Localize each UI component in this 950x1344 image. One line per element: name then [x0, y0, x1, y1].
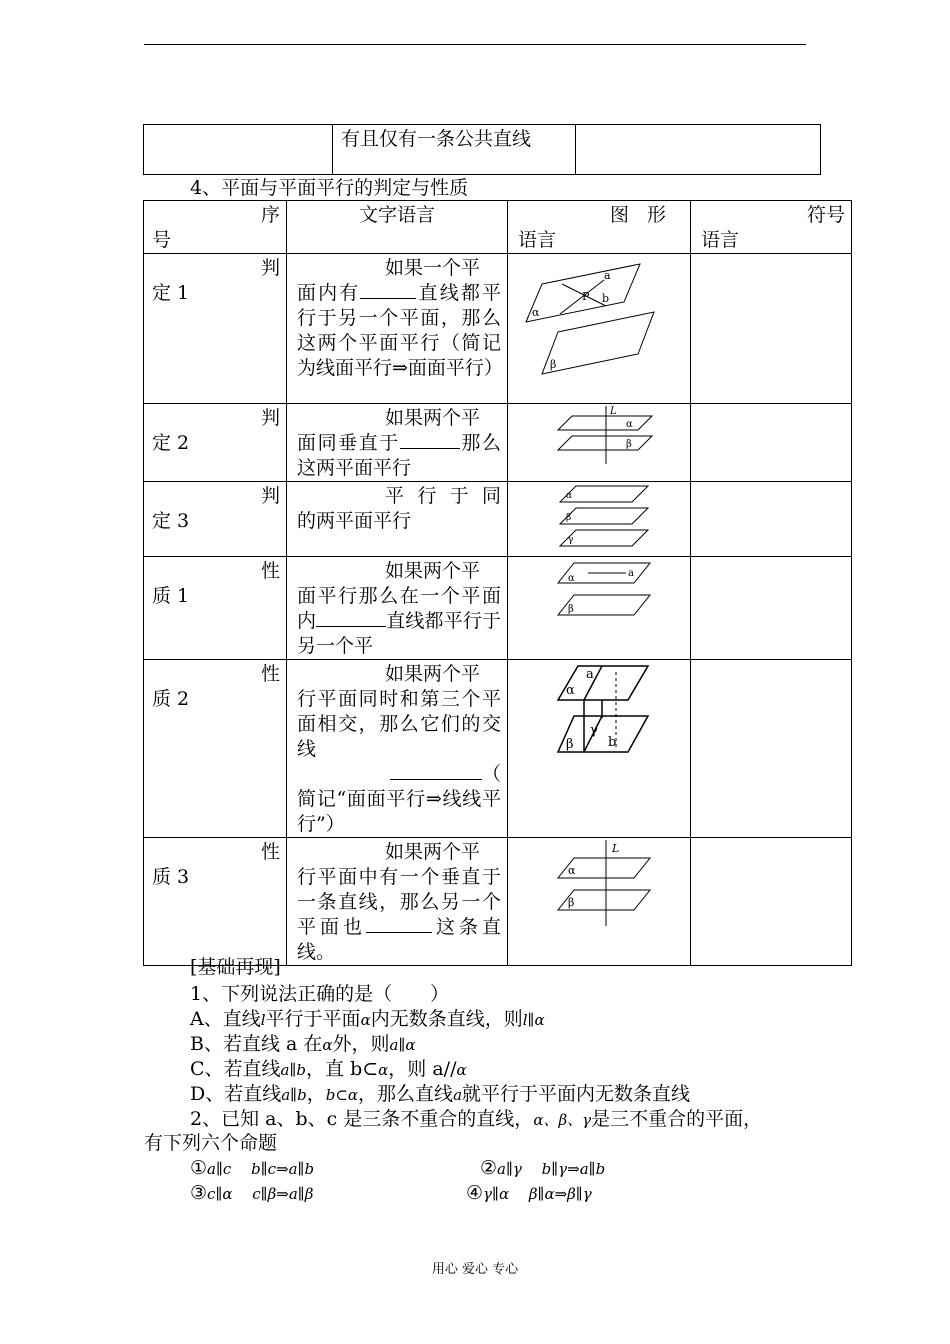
row6-symbol: [691, 838, 852, 966]
row3-symbol: [691, 482, 852, 557]
label-alpha: α: [566, 491, 573, 501]
label-a: a: [586, 667, 594, 682]
blank: [390, 779, 482, 780]
row5-text: 如果两个平 行平面同时和第三个平面相交，那么它们的交线 （ 简记“面面平行⇒线线平行”）: [287, 660, 508, 838]
question-2-cont: 有下列六个命题: [144, 1132, 278, 1154]
perpendicular-planes-figure: [508, 838, 674, 963]
fragment-cell-2: 有且仅有一条公共直线: [333, 125, 576, 175]
row5-symbol: [691, 660, 852, 838]
q1-option-b: B、若直线 a 在α外，则a∥α: [190, 1033, 416, 1055]
question-1: 1、下列说法正确的是（ ）: [190, 983, 450, 1005]
row2-seq: 判 定 2: [144, 404, 287, 482]
header-text: 文字语言: [287, 201, 508, 254]
header-symbol: 符号 语言: [691, 201, 852, 254]
page-footer: 用心 爱心 专心: [431, 1262, 519, 1277]
blank: [316, 626, 386, 627]
row2-figure: [508, 404, 691, 482]
label-alpha: α: [626, 419, 633, 430]
row1-figure: [508, 254, 691, 404]
label-gamma: γ: [568, 535, 574, 545]
row4-text: 如果两个平 面平行那么在一个平面内 直线都平行于另一个平: [287, 557, 508, 660]
label-gamma: γ: [590, 723, 598, 738]
row4-symbol: [691, 557, 852, 660]
blank: [360, 298, 416, 299]
header-seq: 序 号: [144, 201, 287, 254]
label-beta: β: [566, 513, 572, 523]
row4-figure: [508, 557, 691, 660]
row1-seq: 判 定 1: [144, 254, 287, 404]
label-beta: β: [550, 358, 557, 371]
blank: [400, 448, 460, 449]
label-beta: β: [626, 439, 632, 450]
proposition-1: ①a∥c b∥c⇒a∥b: [190, 1157, 315, 1179]
label-beta: β: [566, 737, 574, 752]
proposition-4: ④γ∥α β∥α⇒β∥γ: [466, 1182, 592, 1204]
label-alpha: α: [566, 683, 575, 698]
header-figure: 图形 语言: [508, 201, 691, 254]
line-in-plane-figure: [508, 557, 674, 657]
q1-option-a: A、直线l平行于平面α内无数条直线，则l∥α: [190, 1008, 545, 1030]
row2-symbol: [691, 404, 852, 482]
question-2: 2、已知 a、b、c 是三条不重合的直线，α、β、γ是三不重合的平面，: [190, 1108, 763, 1130]
row3-figure: [508, 482, 691, 557]
two-lines-plane-figure: [508, 254, 674, 404]
label-P: P: [582, 290, 590, 303]
label-alpha: α: [568, 573, 575, 584]
plane-intersection-figure: [508, 660, 674, 835]
row3-seq: 判 定 3: [144, 482, 287, 557]
fragment-cell-1: [144, 125, 333, 175]
fragment-cell-3: [576, 125, 821, 175]
header-rule: [144, 44, 806, 45]
label-a: a: [604, 269, 611, 282]
row5-figure: [508, 660, 691, 838]
blank: [366, 932, 432, 933]
label-a: a: [628, 568, 634, 579]
q1-option-d: D、若直线a∥b，b⊂α，那么直线a就平行于平面内无数条直线: [190, 1083, 691, 1105]
q1-option-c: C、若直线a∥b，直 b⊂α，则 a//α: [190, 1058, 467, 1080]
label-beta: β: [568, 896, 575, 909]
label-b: b: [602, 292, 610, 305]
label-L: L: [610, 406, 617, 417]
label-alpha: α: [532, 306, 540, 319]
table-fragment: [143, 124, 821, 175]
section4-title: 4、平面与平面平行的判定与性质: [190, 177, 469, 199]
row6-text: 如果两个平 行平面中有一个垂直于一条直线，那么另一个平面也 这条直线。: [287, 838, 508, 966]
proposition-2: ②a∥γ b∥γ⇒a∥b: [480, 1157, 606, 1179]
row4-seq: 性 质 1: [144, 557, 287, 660]
row5-seq: 性 质 2: [144, 660, 287, 838]
parallel-planes-table: [143, 200, 852, 966]
label-alpha: α: [568, 864, 576, 877]
label-L: L: [612, 842, 620, 855]
label-b: b: [608, 735, 617, 750]
row6-figure: [508, 838, 691, 966]
label-beta: β: [568, 604, 574, 615]
row1-symbol: [691, 254, 852, 404]
proposition-3: ③c∥α c∥β⇒a∥β: [190, 1182, 314, 1204]
row3-text: 平 行 于 同 的两平面平行: [287, 482, 508, 557]
row1-text: 如果一个平 面内有 直线都平行于另一个平面，那么这两个平面平行（简记为线面平行⇒面面平行）: [287, 254, 508, 404]
three-planes-figure: [508, 482, 674, 557]
row2-text: 如果两个平 面同垂直于 那么这两平面平行: [287, 404, 508, 482]
basics-title: [基础再现]: [190, 956, 281, 978]
perpendicular-line-figure: [508, 404, 674, 479]
row6-seq: 性 质 3: [144, 838, 287, 966]
